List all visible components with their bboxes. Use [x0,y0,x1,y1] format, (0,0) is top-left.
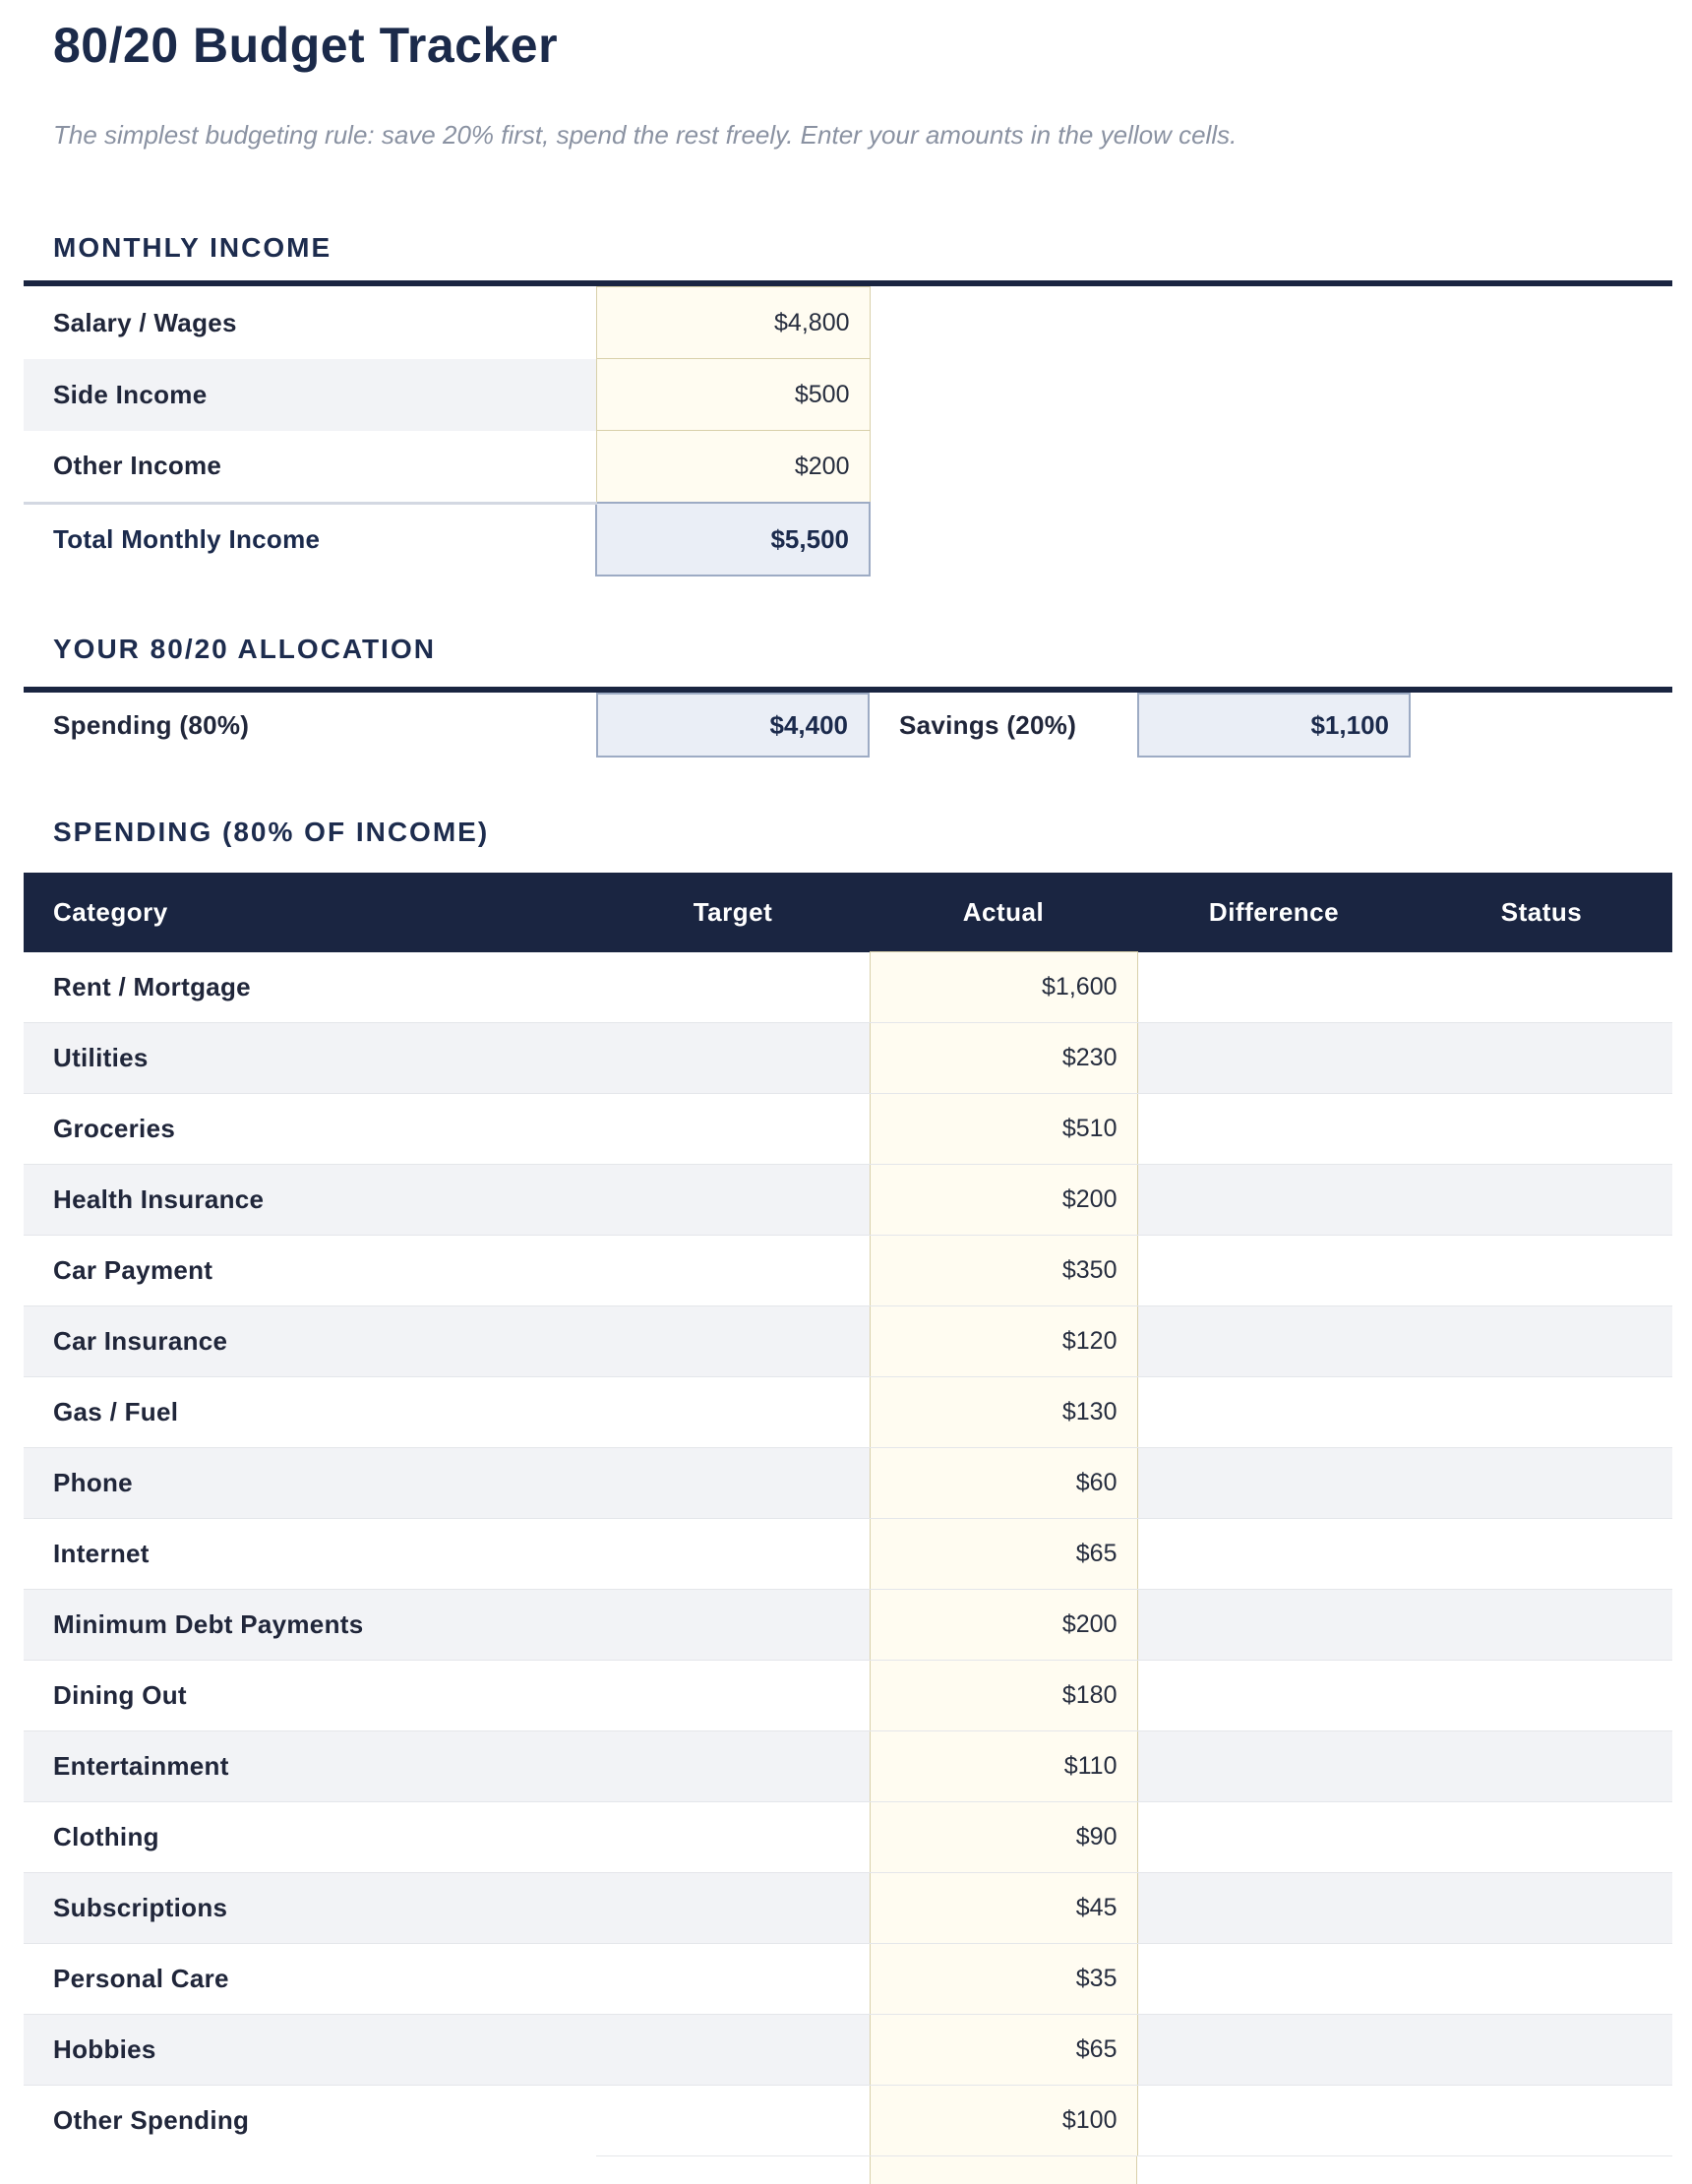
status-cell [1411,1731,1672,1802]
difference-cell [1137,1873,1411,1944]
actual-input-cell[interactable]: $180 [870,1661,1137,1731]
allocation-savings-value-cell: $1,100 [1137,693,1411,758]
spending-row [24,1873,1672,1944]
status-cell [1411,1377,1672,1448]
spending-row [24,2086,1672,2156]
clipped-category-cell [24,2156,596,2184]
status-cell [1411,1165,1672,1236]
spending-row [24,1165,1672,1236]
category-cell: Hobbies [24,2015,596,2086]
category-cell: Gas / Fuel [24,1377,596,1448]
category-cell: Car Payment [24,1236,596,1306]
spending-row [24,952,1672,1023]
target-cell [596,2015,870,2086]
status-cell [1411,1236,1672,1306]
income-amount-input-cell[interactable]: $500 [596,359,870,431]
target-cell [596,1731,870,1802]
spending-row [24,1023,1672,1094]
difference-cell [1137,1236,1411,1306]
target-cell [596,1236,870,1306]
status-cell [1411,1023,1672,1094]
income-total-value-cell: $5,500 [596,503,870,576]
category-cell: Groceries [24,1094,596,1165]
category-cell: Utilities [24,1023,596,1094]
income-row-label: Salary / Wages [53,307,237,337]
status-cell [1411,952,1672,1023]
category-cell: Personal Care [24,1944,596,2015]
column-header-actual: Actual [870,873,1137,952]
difference-cell [1137,2015,1411,2086]
category-cell: Entertainment [24,1731,596,1802]
spending-row [24,1448,1672,1519]
actual-input-cell[interactable]: $60 [870,1448,1137,1519]
target-cell [596,1094,870,1165]
target-cell [596,1306,870,1377]
income-total-row [24,503,870,576]
spending-row [24,1802,1672,1873]
income-row-label: Other Income [53,451,222,480]
clipped-difference-cell [1137,2156,1411,2184]
status-cell [1411,1802,1672,1873]
actual-input-cell[interactable]: $65 [870,2015,1137,2086]
actual-input-cell[interactable]: $90 [870,1802,1137,1873]
actual-input-cell[interactable]: $110 [870,1731,1137,1802]
category-cell: Dining Out [24,1661,596,1731]
target-cell [596,1590,870,1661]
spending-row [24,1944,1672,2015]
income-row [24,287,870,359]
income-amount-input-cell[interactable]: $4,800 [596,287,870,359]
spending-header-row [24,873,1672,952]
actual-input-cell[interactable]: $130 [870,1377,1137,1448]
difference-cell [1137,1661,1411,1731]
spending-table [24,873,1672,2156]
actual-input-cell[interactable]: $230 [870,1023,1137,1094]
actual-input-cell[interactable]: $1,600 [870,952,1137,1023]
target-cell [596,1165,870,1236]
actual-input-cell[interactable]: $510 [870,1094,1137,1165]
difference-cell [1137,1519,1411,1590]
target-cell [596,1519,870,1590]
allocation-spending-label: Spending (80%) [53,709,250,740]
allocation-spending-value-cell: $4,400 [596,693,870,758]
spending-row [24,1590,1672,1661]
difference-cell [1137,1448,1411,1519]
difference-cell [1137,1802,1411,1873]
actual-input-cell[interactable]: $65 [870,1519,1137,1590]
actual-input-cell[interactable]: $200 [870,1590,1137,1661]
category-cell: Internet [24,1519,596,1590]
column-header-difference: Difference [1137,873,1411,952]
target-cell [596,1661,870,1731]
spending-row [24,1236,1672,1306]
income-total-label: Total Monthly Income [24,503,596,576]
target-cell [596,1023,870,1094]
spending-row [24,1731,1672,1802]
category-cell: Other Spending [53,2105,250,2136]
clipped-status-cell [1411,2156,1672,2184]
column-header-target: Target [596,873,870,952]
status-cell [1411,1094,1672,1165]
target-cell [596,1448,870,1519]
target-cell [596,952,870,1023]
clipped-actual-input-cell[interactable] [870,2156,1137,2184]
actual-input-cell[interactable]: $35 [870,1944,1137,2015]
allocation-section-heading: YOUR 80/20 ALLOCATION [53,634,436,664]
clipped-target-cell [596,2156,870,2184]
spending-row [24,1661,1672,1731]
income-row [24,359,870,431]
income-row [24,431,870,504]
difference-cell [1137,1094,1411,1165]
income-amount-input-cell[interactable]: $200 [596,431,870,504]
status-cell [1411,2015,1672,2086]
category-cell: Rent / Mortgage [24,952,596,1023]
actual-input-cell[interactable]: $120 [870,1306,1137,1377]
category-cell: Phone [24,1448,596,1519]
difference-cell [1137,2086,1411,2156]
actual-input-cell[interactable]: $350 [870,1236,1137,1306]
difference-cell [1137,952,1411,1023]
category-cell: Subscriptions [24,1873,596,1944]
actual-input-cell[interactable]: $200 [870,1165,1137,1236]
status-cell [1411,1873,1672,1944]
difference-cell [1137,1165,1411,1236]
status-cell [1411,1590,1672,1661]
spending-row [24,1519,1672,1590]
spending-row [24,1377,1672,1448]
spending-section-heading: SPENDING (80% OF INCOME) [53,817,490,847]
clipped-next-row [24,2156,1672,2184]
target-cell [596,2086,870,2156]
target-cell [596,1873,870,1944]
page-title: 80/20 Budget Tracker [53,18,559,73]
target-cell [596,1944,870,2015]
income-section-heading: MONTHLY INCOME [53,232,332,263]
spending-row [24,2015,1672,2086]
difference-cell [1137,1944,1411,2015]
difference-cell [1137,1023,1411,1094]
difference-cell [1137,1731,1411,1802]
category-cell: Health Insurance [24,1165,596,1236]
status-cell [1411,2086,1672,2156]
status-cell [1411,1944,1672,2015]
allocation-row [24,693,1672,758]
difference-cell [1137,1377,1411,1448]
target-cell [596,1377,870,1448]
allocation-empty-cell [1411,693,1672,758]
target-cell [596,1802,870,1873]
income-table [24,286,871,576]
category-cell: Car Insurance [24,1306,596,1377]
difference-cell [1137,1590,1411,1661]
difference-cell [1137,1306,1411,1377]
allocation-savings-label: Savings (20%) [899,709,1077,740]
spending-row [24,1306,1672,1377]
budget-tracker-page [0,16,1692,2184]
status-cell [1411,1661,1672,1731]
actual-input-cell[interactable]: $100 [870,2086,1137,2156]
income-row-label: Side Income [53,379,208,409]
status-cell [1411,1448,1672,1519]
page-subtitle: The simplest budgeting rule: save 20% first, spend the rest freely. Enter your amounts in the yellow cells. [53,120,1238,150]
category-cell: Clothing [24,1802,596,1873]
status-cell [1411,1306,1672,1377]
column-header-category: Category [24,873,596,952]
spending-row [24,1094,1672,1165]
status-cell [1411,1519,1672,1590]
actual-input-cell[interactable]: $45 [870,1873,1137,1944]
column-header-status: Status [1411,873,1672,952]
category-cell: Minimum Debt Payments [24,1590,596,1661]
